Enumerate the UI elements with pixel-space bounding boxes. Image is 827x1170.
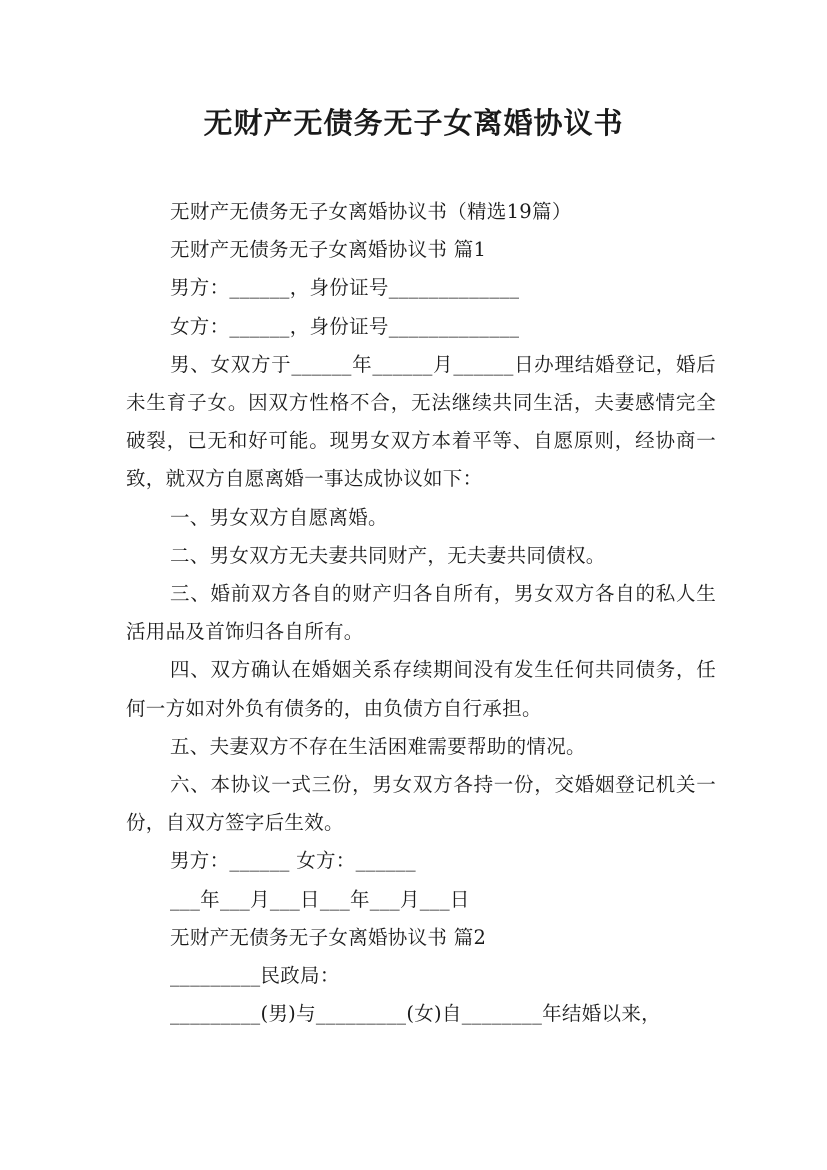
document-title: 无财产无债务无子女离婚协议书 bbox=[203, 106, 624, 140]
paragraph-section-1-heading: 无财产无债务无子女离婚协议书 篇1 bbox=[170, 238, 487, 262]
paragraph-addressee: _________民政局： bbox=[170, 964, 340, 988]
document-body bbox=[126, 193, 716, 1033]
paragraph-section-2-heading: 无财产无债务无子女离婚协议书 篇2 bbox=[170, 925, 487, 949]
paragraph-preamble: 男、女双方于______年______月______日办理结婚登记，婚后未生育子女。因双方性格不合，无法继续共同生活，夫妻感情完全破裂，已无和好可能。现男女双方本着平等、自愿原则，经协商一致，就双方自愿离婚一事达成协议如下： bbox=[126, 352, 716, 491]
paragraph-collection-heading: 无财产无债务无子女离婚协议书（精选19篇） bbox=[170, 200, 572, 223]
paragraph-clause-5: 五、夫妻双方不存在生活困难需要帮助的情况。 bbox=[170, 734, 586, 758]
paragraph-clause-4: 四、双方确认在婚姻关系存续期间没有发生任何共同债务，任何一方如对外负有债务的，由负债方自行承担。 bbox=[126, 658, 716, 720]
paragraph-clause-2: 二、男女双方无夫妻共同财产，无夫妻共同债权。 bbox=[170, 543, 606, 567]
paragraph-male-party: 男方：______，身份证号_____________ bbox=[170, 276, 520, 300]
paragraph-dates: ___年___月___日___年___月___日 bbox=[170, 887, 470, 911]
paragraph-female-party: 女方：______，身份证号_____________ bbox=[170, 314, 520, 338]
paragraph-clause-3: 三、婚前双方各自的财产归各自所有，男女双方各自的私人生活用品及首饰归各自所有。 bbox=[126, 582, 716, 644]
paragraph-section-2-opening: _________(男)与_________(女)自________年结婚以来， bbox=[170, 1002, 661, 1026]
paragraph-clause-1: 一、男女双方自愿离婚。 bbox=[170, 505, 388, 529]
paragraph-signatures: 男方：______ 女方：______ bbox=[170, 849, 416, 873]
paragraph-clause-6: 六、本协议一式三份，男女双方各持一份，交婚姻登记机关一份，自双方签字后生效。 bbox=[126, 773, 716, 835]
